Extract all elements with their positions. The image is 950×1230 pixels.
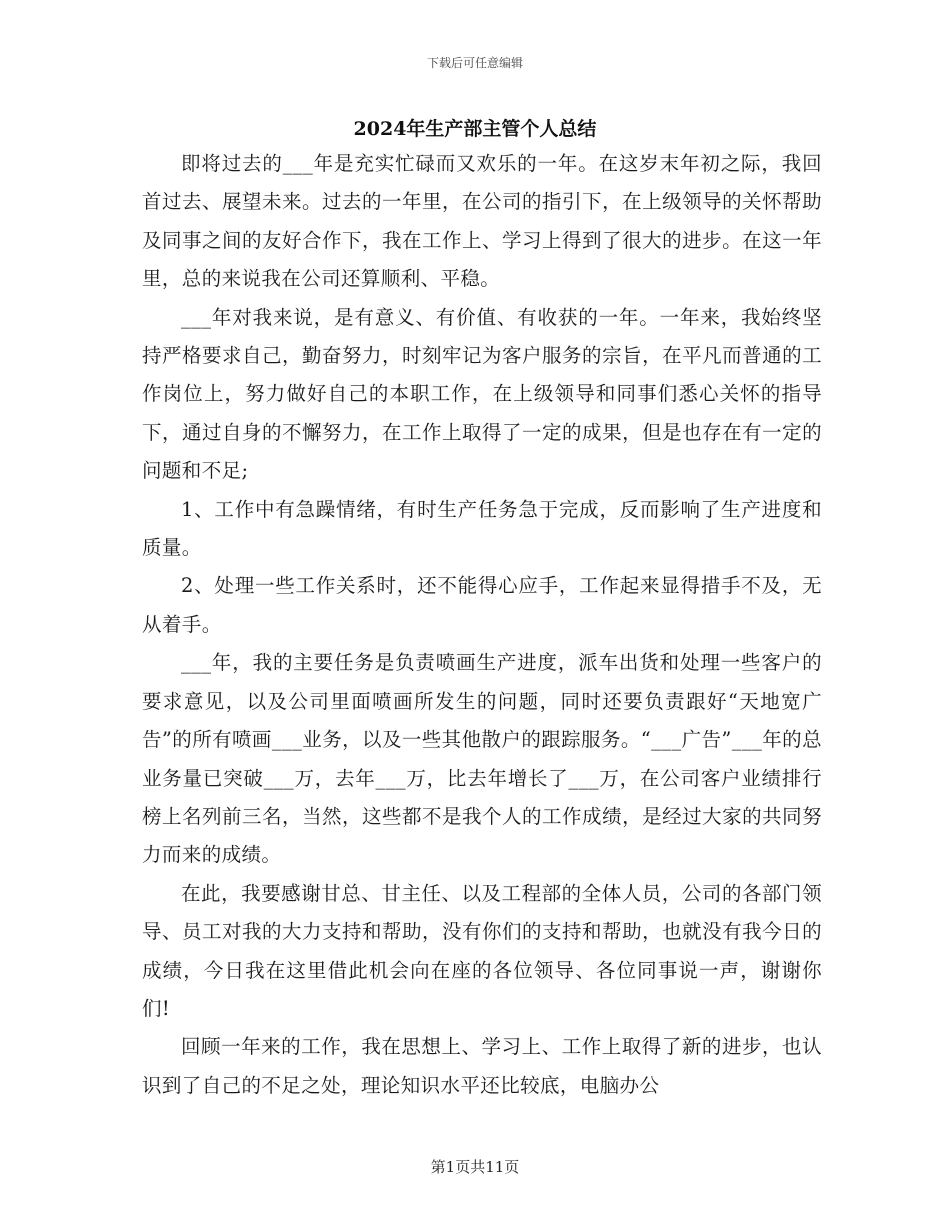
document-body xyxy=(142,145,822,1105)
paragraph-7: 回顾一年来的工作，我在思想上、学习上、工作上取得了新的进步，也认识到了自己的不足之处，理论知识水平还比较底，电脑办公 xyxy=(142,1035,822,1097)
page-indicator: 第1页共11页 xyxy=(430,1158,520,1176)
paragraph-2: ___年对我来说，是有意义、有价值、有收获的一年。一年来，我始终坚持严格要求自己，勤奋努力，时刻牢记为客户服务的宗旨，在平凡而普通的工作岗位上，努力做好自己的本职工作，在上级领导和同事们悉心关怀的指导下，通过自身的不懈努力，在工作上取得了一定的成果，但是也存在有一定的问题和不足; xyxy=(142,305,822,483)
paragraph-1: 即将过去的___年是充实忙碌而又欢乐的一年。在这岁末年初之际，我回首过去、展望未来。过去的一年里，在公司的指引下，在上级领导的关怀帮助及同事之间的友好合作下，我在工作上、学习上得到了很大的进步。在这一年里，总的来说我在公司还算顺利、平稳。 xyxy=(142,152,822,291)
paragraph-3: 1、工作中有急躁情绪，有时生产任务急于完成，反而影响了生产进度和质量。 xyxy=(142,497,822,560)
document-title: 2024年生产部主管个人总结 xyxy=(353,118,597,140)
paragraph-6: 在此，我要感谢甘总、甘主任、以及工程部的全体人员，公司的各部门领导、员工对我的大力支持和帮助，没有你们的支持和帮助，也就没有我今日的成绩，今日我在这里借此机会向在座的各位领导、各位同事说一声，谢谢你们! xyxy=(142,881,822,1020)
paragraph-4: 2、处理一些工作关系时，还不能得心应手，工作起来显得措手不及，无从着手。 xyxy=(142,574,822,636)
header-note: 下载后可任意编辑 xyxy=(426,56,523,70)
paragraph-5: ___年，我的主要任务是负责喷画生产进度，派车出货和处理一些客户的要求意见，以及公司里面喷画所发生的问题，同时还要负责跟好“天地宽广告”的所有喷画___业务，以及一些其他散户的跟踪服务。“___广告”___年的总业务量已突破___万，去年___万，比去年增长了___万，在公司客户业绩排行榜上名列前三名，当然，这些都不是我个人的工作成绩，是经过大家的共同努力而来的成绩。 xyxy=(142,651,822,867)
